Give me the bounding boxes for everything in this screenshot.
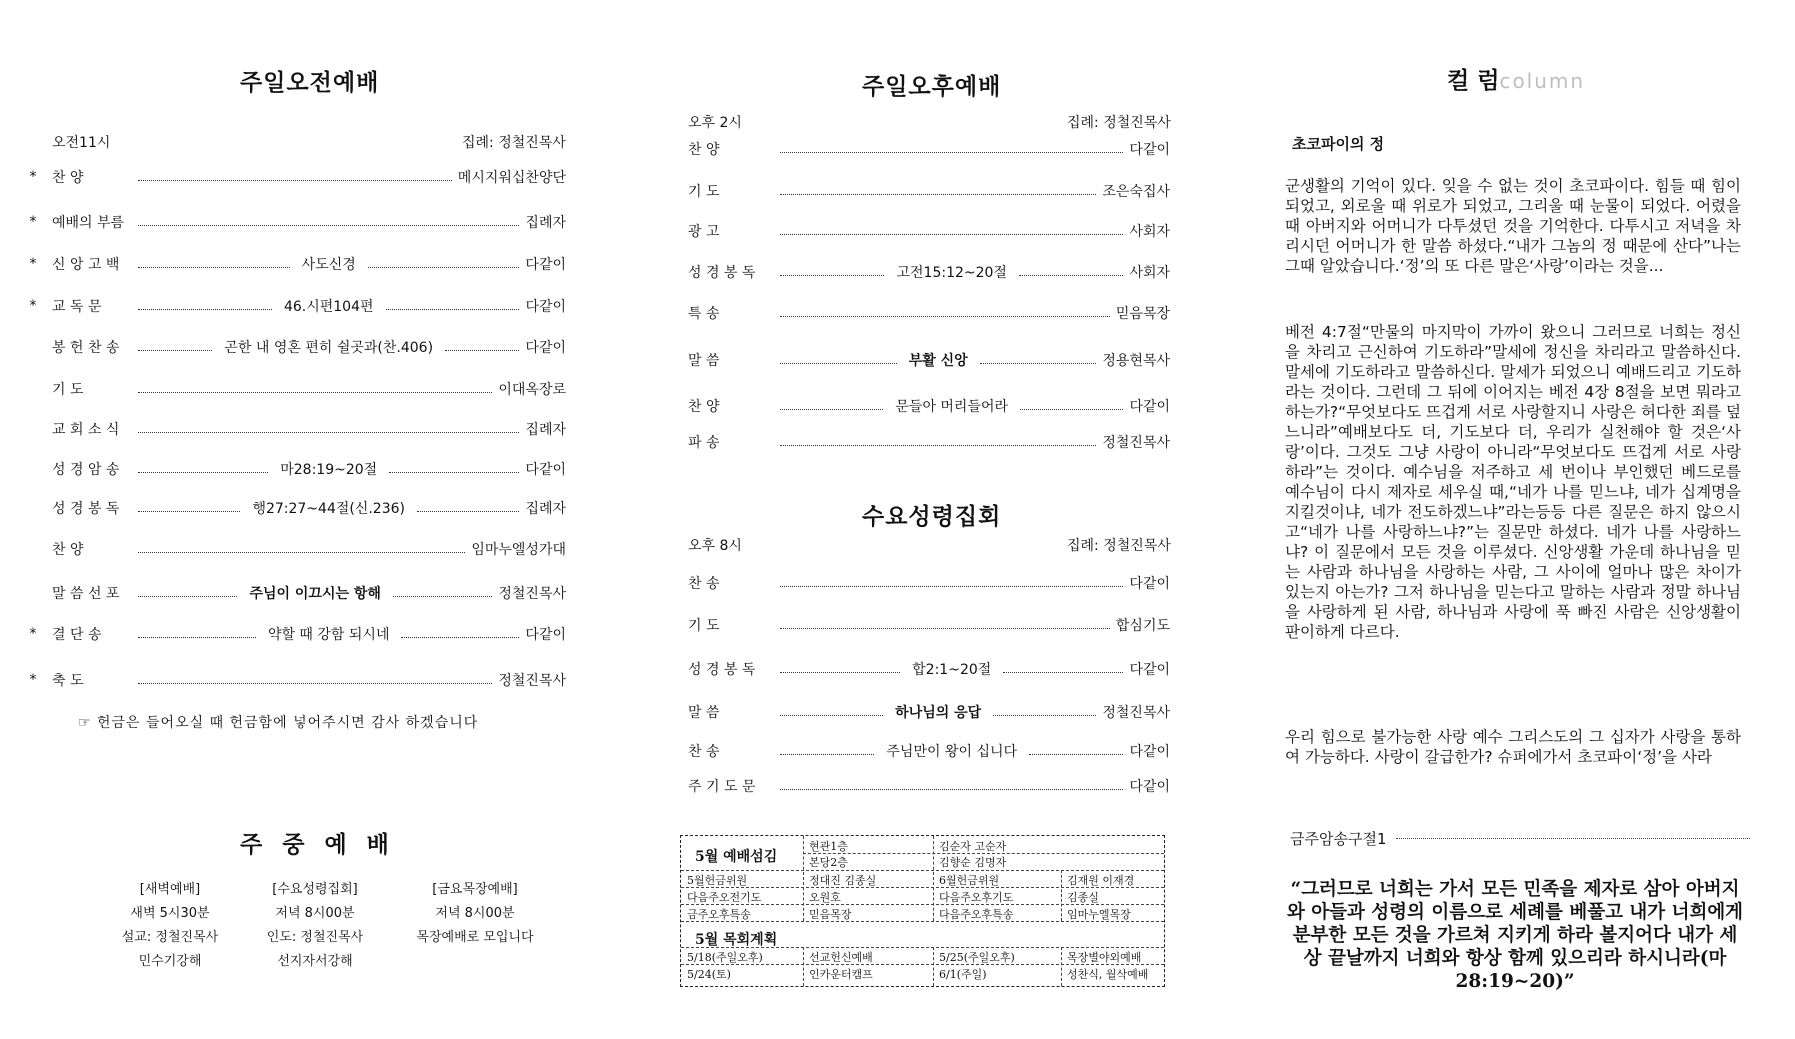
memory-verse-text: “그러므로 너희는 가서 모든 민족을 제자로 삼아 아버지와 아들과 성령의 이름으로 세례를 베풀고 내가 너희에게 분부한 모든 것을 가르쳐 지키게 하라 볼지어다 내가 세상 끝날까지 너희와 항상 함께 있으리라 하시니라(마28:19~20)” [1286, 879, 1744, 992]
weekday-worship-column [245, 878, 385, 974]
afternoon-service-leader: 집례: 정철진목사 [1067, 115, 1171, 131]
leader-dots [780, 194, 1096, 195]
plan-event: 성찬식, 월삭예배 [1067, 968, 1149, 981]
leader-dots [138, 267, 290, 268]
duty-role: 다음주오전기도 [687, 891, 762, 904]
duty-names: 임마누엘목장 [1067, 908, 1131, 921]
order-person: 믿음목장 [1115, 306, 1170, 322]
morning-service-time: 오전11시 [52, 135, 111, 151]
leader-dots [138, 432, 519, 433]
afternoon-order-row [688, 431, 1170, 453]
order-label: 기 도 [52, 382, 84, 398]
service-duty-title: 5월 예배섬김 [695, 849, 778, 865]
standing-mark: * [29, 256, 37, 272]
leader-dots [138, 225, 519, 226]
order-label: 파 송 [688, 435, 720, 451]
order-label: 성 경 암 송 [52, 462, 120, 478]
leader-dots [389, 472, 519, 473]
leader-dots [138, 180, 452, 181]
order-person: 메시지워십찬양단 [457, 170, 566, 186]
offering-note: ☞ 헌금은 들어오실 때 헌금함에 넣어주시면 감사 하겠습니다 [78, 715, 479, 731]
order-person: 다같이 [525, 627, 566, 643]
afternoon-order-row [688, 349, 1170, 371]
leader-dots [386, 309, 520, 310]
weekday-worship-line: 저녁 8시00분 [275, 906, 355, 921]
order-label: 찬 양 [688, 399, 720, 415]
order-content: 곤한 내 영혼 편히 쉴곳과(찬.406) [224, 340, 434, 356]
order-label: 말 씀 [688, 353, 720, 369]
order-person: 정철진목사 [498, 673, 566, 689]
weekday-worship-line: 선지자서강해 [277, 954, 353, 969]
column-title [1447, 62, 1585, 95]
plan-event: 인카운터캠프 [809, 968, 873, 981]
leader-dots [138, 637, 256, 638]
plan-date: 5/18(주일오후) [687, 951, 763, 964]
duty-names: 오원호 [809, 891, 841, 904]
order-content: 약할 때 강함 되시네 [267, 627, 390, 643]
leader-dots [138, 683, 492, 684]
leader-dots [1019, 275, 1123, 276]
afternoon-order-row [688, 138, 1170, 160]
article-title: 초코파이의 정 [1292, 135, 1385, 153]
duty-role: 6월헌금위원 [939, 874, 1000, 887]
leader-dots [401, 637, 519, 638]
duty-names: 정대진 김종실 [809, 874, 877, 887]
table-rule [1061, 947, 1062, 986]
leader-dots [445, 350, 519, 351]
order-person: 합심기도 [1115, 618, 1170, 634]
duty-role: 금주오후특송 [687, 908, 751, 921]
order-content: 고전15:12~20절 [896, 265, 1007, 281]
order-label: 기 도 [688, 184, 720, 200]
duty-names: 김향순 김명자 [939, 856, 1007, 869]
leader-dots [780, 363, 897, 364]
order-label: 축 도 [52, 673, 84, 689]
wednesday-order-row [688, 658, 1170, 680]
table-rule [681, 870, 1164, 871]
weekday-worship-line: 설교: 정철진목사 [121, 930, 219, 945]
order-person: 집례자 [525, 501, 567, 517]
table-rule [803, 853, 1164, 854]
order-person: 정철진목사 [1102, 435, 1170, 451]
order-person: 임마누엘성가대 [471, 542, 566, 558]
wednesday-order-row [688, 701, 1170, 723]
leader-dots [780, 445, 1096, 446]
morning-order-row [29, 211, 566, 233]
column-title-en: column [1499, 69, 1586, 93]
weekday-worship-title: 주 중 예 배 [240, 832, 395, 858]
order-content: 주님만이 왕이 십니다 [886, 744, 1018, 760]
article-paragraph-3: 우리 힘으로 불가능한 사랑 예수 그리스도의 그 십자가 사랑을 통하여 가능하다. 사랑이 갈급한가? 슈퍼에가서 초코파이‘정’을 사라 [1285, 728, 1741, 766]
table-rule [803, 947, 804, 986]
duty-names: 김순자 고순자 [939, 840, 1007, 853]
morning-order-row [29, 166, 566, 188]
leader-dots [1003, 672, 1123, 673]
leader-dots [780, 672, 900, 673]
duty-names: 믿음목장 [809, 908, 852, 921]
order-person: 정용현목사 [1102, 353, 1171, 369]
order-content: 부활 신앙 [908, 353, 968, 369]
order-person: 다같이 [1129, 662, 1171, 678]
afternoon-order-row [688, 261, 1170, 283]
order-label: 성 경 봉 독 [688, 662, 756, 678]
order-person: 다같이 [1129, 576, 1170, 592]
order-label: 교 독 문 [52, 299, 102, 315]
order-person: 이대옥장로 [498, 382, 566, 398]
leader-dots [780, 275, 884, 276]
order-person: 다같이 [525, 462, 566, 478]
leader-dots [780, 152, 1123, 153]
morning-order-row [52, 497, 566, 519]
memory-verse-header [1290, 828, 1750, 849]
weekday-worship-line: 새벽 5시30분 [130, 906, 210, 921]
standing-mark: * [29, 169, 37, 185]
plan-event: 선교헌신예배 [809, 951, 873, 964]
morning-order-row [29, 669, 566, 691]
duty-role: 5월헌금위원 [687, 874, 748, 887]
leader-dots [780, 586, 1123, 587]
order-content: 문들아 머리들어라 [895, 399, 1009, 415]
pastoral-plan-title: 5월 목회계획 [695, 932, 778, 948]
leader-dots [780, 754, 874, 755]
order-label: 특 송 [688, 306, 720, 322]
order-person: 다같이 [1129, 744, 1171, 760]
afternoon-order-row [688, 220, 1170, 242]
order-label: 봉 헌 찬 송 [52, 340, 120, 356]
leader-dots [1020, 409, 1123, 410]
article-paragraph-1: 군생활의 기억이 있다. 잊을 수 없는 것이 초코파이다. 힘들 때 힘이 되었고, 외로울 때 위로가 되었고, 그리울 때 눈물이 되었다. 어렸을 때 아버지와 어머니가 다투셨던 것을 기억한다. 다투시고 저녁을 차리시던 어머니가 한 말씀 하셨다.“내가 그놈의 정 때문에 산다”나는 그때 알았습니다.‘정’의 또 다른 말은‘사랑’이라는 것을... [1285, 177, 1741, 275]
table-rule [681, 921, 1164, 922]
order-person: 정철진목사 [498, 586, 566, 602]
leader-dots [138, 472, 268, 473]
order-person: 사회자 [1129, 224, 1170, 240]
order-person: 조은숙집사 [1102, 184, 1170, 200]
plan-date: 5/24(토) [687, 968, 731, 981]
order-label: 성 경 봉 독 [688, 265, 756, 281]
order-label: 결 단 송 [52, 627, 102, 643]
weekday-worship-column [405, 878, 545, 950]
plan-date: 5/25(주일오후) [939, 951, 1015, 964]
wednesday-service-title: 수요성령집회 [862, 504, 1002, 530]
weekday-worship-line: 목장예배로 모입니다 [416, 930, 534, 945]
morning-order-row [52, 418, 566, 440]
morning-service-title: 주일오전예배 [240, 70, 380, 96]
wednesday-order-row [688, 775, 1170, 797]
weekday-worship-head: [새벽예배] [139, 882, 201, 897]
morning-service-leader: 집례: 정철진목사 [462, 135, 566, 151]
afternoon-service-time: 오후 2시 [688, 115, 742, 131]
morning-order-row [52, 538, 566, 560]
standing-mark: * [29, 672, 37, 688]
order-person: 다같이 [525, 257, 566, 273]
duty-place: 현관1층 [809, 840, 848, 853]
order-label: 교 회 소 식 [52, 422, 120, 438]
wednesday-order-row [688, 740, 1170, 762]
duty-role: 다음주오후특송 [939, 908, 1014, 921]
morning-order-row [52, 458, 566, 480]
table-rule [681, 947, 1164, 948]
wednesday-order-row [688, 572, 1170, 594]
table-rule [1061, 870, 1062, 921]
order-label: 찬 양 [52, 542, 84, 558]
morning-order-row [29, 623, 566, 645]
order-label: 찬 양 [688, 142, 720, 158]
leader-dots [993, 715, 1096, 716]
duty-role: 다음주오후기도 [939, 891, 1014, 904]
leader-dots [1029, 754, 1123, 755]
order-label: 찬 송 [688, 744, 720, 760]
order-person: 다같이 [1129, 399, 1171, 415]
table-rule [933, 947, 934, 986]
order-person: 정철진목사 [1102, 705, 1170, 721]
order-label: 찬 양 [52, 170, 84, 186]
leader-dots [138, 350, 212, 351]
weekday-worship-head: [금요목장예배] [432, 882, 518, 897]
table-rule [681, 904, 1164, 905]
order-person: 다같이 [525, 299, 567, 315]
duty-names: 김재원 이재경 [1067, 874, 1135, 887]
order-label: 말 씀 [688, 705, 720, 721]
table-rule [933, 836, 934, 921]
leader-dots [138, 392, 492, 393]
order-content: 사도신경 [301, 257, 356, 273]
plan-event: 목장별야외예배 [1067, 951, 1142, 964]
morning-order-row [52, 378, 566, 400]
duty-place: 본당2층 [809, 856, 848, 869]
leader-dots [780, 409, 883, 410]
order-person: 사회자 [1129, 265, 1171, 281]
order-content: 행27:27~44절(신.236) [252, 501, 405, 517]
standing-mark: * [29, 626, 37, 642]
order-person: 다같이 [525, 340, 566, 356]
afternoon-order-row [688, 180, 1170, 202]
weekday-worship-column [100, 878, 240, 974]
table-rule [681, 964, 1164, 965]
order-label: 성 경 봉 독 [52, 501, 120, 517]
order-content: 주님이 이끄시는 항해 [249, 586, 381, 602]
leader-dots [780, 789, 1123, 790]
order-person: 집례자 [525, 215, 566, 231]
leader-dots [980, 363, 1097, 364]
leader-dots [780, 628, 1110, 629]
morning-order-row [29, 253, 566, 275]
leader-dots [417, 511, 519, 512]
wednesday-service-time: 오후 8시 [688, 538, 742, 554]
weekday-worship-line: 민수기강해 [138, 954, 202, 969]
afternoon-order-row [688, 395, 1170, 417]
wednesday-order-row [688, 614, 1170, 636]
standing-mark: * [29, 214, 37, 230]
standing-mark: * [29, 298, 37, 314]
order-content: 마28:19~20절 [280, 462, 378, 478]
column-title-ko: 컬 럼 [1447, 68, 1500, 94]
afternoon-order-row [688, 302, 1170, 324]
order-person: 다같이 [1129, 779, 1170, 795]
schedule-box [680, 835, 1165, 987]
order-content: 하나님의 응답 [895, 705, 982, 721]
leader-dots [780, 316, 1110, 317]
order-label: 광 고 [688, 224, 720, 240]
order-person: 집례자 [525, 422, 566, 438]
order-label: 말 씀 선 포 [52, 586, 120, 602]
weekday-worship-line: 저녁 8시00분 [435, 906, 515, 921]
order-label: 신 앙 고 백 [52, 257, 120, 273]
leader-dots [138, 552, 465, 553]
order-label: 주 기 도 문 [688, 779, 756, 795]
order-person: 다같이 [1129, 142, 1170, 158]
memory-verse-title: 금주암송구절1 [1290, 830, 1387, 848]
order-label: 기 도 [688, 618, 720, 634]
afternoon-service-title: 주일오후예배 [862, 74, 1002, 100]
article-paragraph-2: 베전 4:7절“만물의 마지막이 가까이 왔으니 그러므로 너희는 정신을 차리고 근신하여 기도하라”말세에 정신을 차리라고 말씀하신다. 말세에 기도하라고 말씀하신다. 말세가 되었으니 예배드리고 기도하라는 것이다. 그런데 그 뒤에 이어지는 베전 4장 8절을 보면 뭐라고 하는가?“무엇보다도 뜨겁게 서로 사랑할지니 사랑은 허다한 죄를 덮느니라”예배보다도 더, 기도보다 더, 우리가 실천해야 할 것은‘사랑’이다. 그것도 그냥 사랑이 아니라“무엇보다도 뜨겁게 서로 사랑하라”는 것이다. 예수님을 저주하고 세 번이나 부인했던 베드로를 예수님이 다시 제자로 세우실 때,“네가 나를 믿느냐, 네가 십계명을 지킬것이냐, 네가 전도하겠느냐”라는등등 다른 질문은 하지 않으시고“네가 나를 사랑하느냐?”는 질문만 하셨다. 네가 나를 사랑하느냐? 이 질문에서 모든 것을 이루셨다. 신앙생활 가운데 하나님을 믿는 사람과 하나님을 사랑하는 사람, 그 사이에 얼마나 많은 차이가 있는지 아는가? 그저 하나님을 믿는다고 말하는 사람과 정말 하나님을 사랑하게 된 사람, 하나님과 사랑에 푹 빠진 사람은 신앙생활이 판이하게 다르다. [1285, 323, 1741, 641]
duty-names: 김종실 [1067, 891, 1099, 904]
leader-dots [780, 715, 883, 716]
table-rule [803, 836, 804, 921]
leader-dots [780, 234, 1123, 235]
leader-dots [368, 267, 520, 268]
morning-order-row [52, 582, 566, 604]
order-label: 찬 송 [688, 576, 720, 592]
table-rule [681, 887, 1164, 888]
leader-dots [138, 309, 272, 310]
morning-order-row [29, 295, 567, 317]
order-label: 예배의 부름 [52, 215, 125, 231]
wednesday-service-leader: 집례: 정철진목사 [1067, 538, 1171, 554]
leader-dots [393, 596, 492, 597]
weekday-worship-line: 인도: 정철진목사 [266, 930, 364, 945]
order-content: 46.시편104편 [283, 299, 374, 315]
order-content: 합2:1~20절 [912, 662, 992, 678]
weekday-worship-head: [수요성령집회] [272, 882, 358, 897]
morning-order-row [52, 336, 566, 358]
memory-verse-rule [1396, 838, 1750, 839]
leader-dots [138, 596, 237, 597]
plan-date: 6/1(주일) [939, 968, 987, 981]
leader-dots [138, 511, 240, 512]
